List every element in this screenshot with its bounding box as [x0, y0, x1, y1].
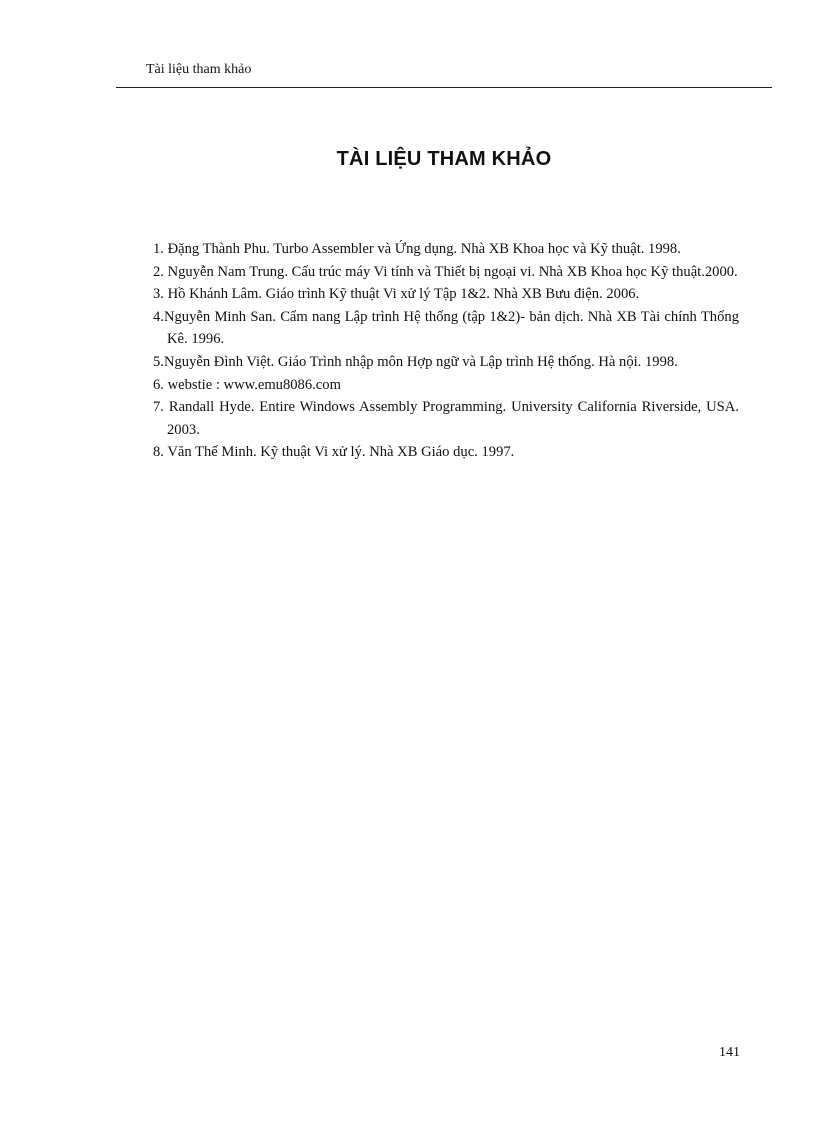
page-number: 141	[719, 1045, 740, 1060]
reference-list	[153, 238, 739, 464]
reference-item-1: 1. Đặng Thành Phu. Turbo Assembler và Ứng dụng. Nhà XB Khoa học và Kỹ thuật. 1998.	[153, 241, 681, 257]
reference-item-8: 8. Văn Thế Minh. Kỹ thuật Vi xử lý. Nhà XB Giáo dục. 1997.	[153, 444, 515, 461]
page-title: TÀI LIỆU THAM KHẢO	[336, 148, 552, 170]
reference-item-4: 4.Nguyễn Minh San. Cẩm nang Lập trình Hệ thống (tập 1&2)- bản dịch. Nhà XB Tài chính Thống Kê. 1996.	[153, 308, 739, 348]
reference-item-3: 3. Hồ Khánh Lâm. Giáo trình Kỹ thuật Vi xử lý Tập 1&2. Nhà XB Bưu điện. 2006.	[153, 286, 640, 303]
header-divider	[116, 87, 772, 88]
reference-item-7: 7. Randall Hyde. Entire Windows Assembly Programming. University California Riverside, USA. 2003.	[153, 399, 739, 438]
reference-item-5: 5.Nguyễn Đình Việt. Giáo Trình nhập môn Hợp ngữ và Lập trình Hệ thống. Hà nội. 1998.	[153, 353, 678, 370]
reference-item-6: 6. webstie : www.emu8086.com	[153, 376, 341, 393]
reference-item-2: 2. Nguyễn Nam Trung. Cấu trúc máy Vi tính và Thiết bị ngoại vi. Nhà XB Khoa học Kỹ thuật.2000.	[153, 263, 738, 280]
running-header: Tài liệu tham khảo	[146, 62, 252, 77]
